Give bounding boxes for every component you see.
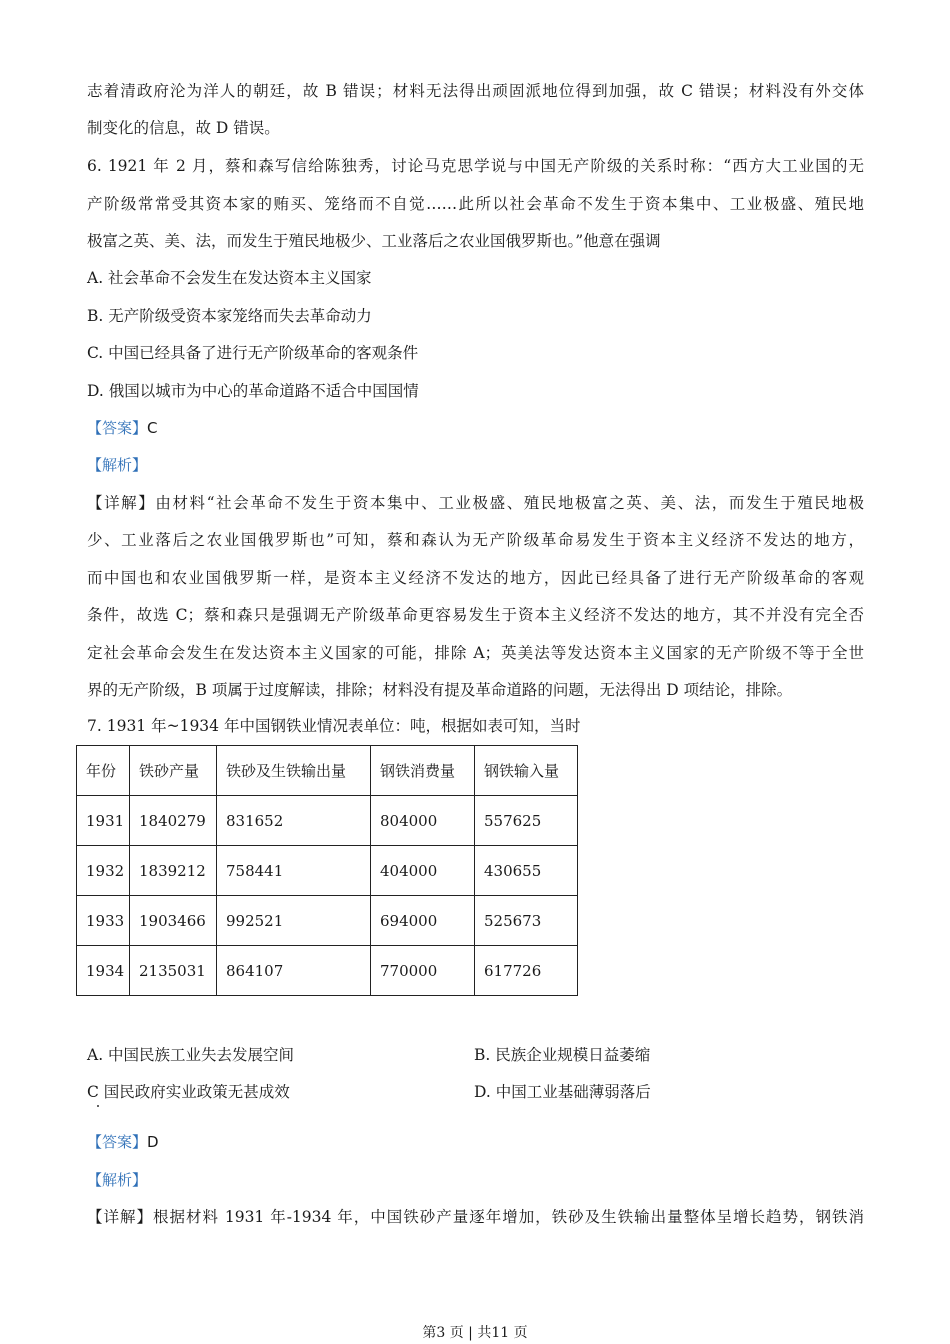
table-header-cell: 钢铁输入量 [475, 746, 578, 796]
question-7-stem: 7. 1931 年~1934 年中国钢铁业情况表单位：吨，根据如表可知，当时 [87, 717, 581, 735]
question-6-detail: 少、工业落后之农业国俄罗斯也”可知，蔡和森认为无产阶级革命易发生于资本主义经济不发达的地方， [87, 531, 864, 549]
question-7-option-c: C 国民政府实业政策无甚成效 [87, 1083, 290, 1101]
table-cell: 404000 [371, 846, 475, 896]
table-row [77, 846, 578, 896]
page-footer: 第3 页 | 共11 页 [422, 1325, 528, 1341]
question-6-option-a: A. 社会革命不会发生在发达资本主义国家 [87, 269, 372, 287]
table-cell: 1839212 [130, 846, 217, 896]
question-6-detail [87, 493, 864, 513]
paragraph-line: 制变化的信息，故 D 错误。 [87, 119, 280, 137]
question-6-stem: 产阶级常常受其资本家的贿买、笼络而不自觉……此所以社会革命不发生于资本集中、工业极盛、殖民地 [87, 195, 864, 213]
answer-value: C [147, 419, 158, 437]
table-cell: 1840279 [130, 796, 217, 846]
question-6-detail: 界的无产阶级，B 项属于过度解读，排除；材料没有提及革命道路的问题，无法得出 D 项结论，排除。 [87, 681, 793, 699]
question-7-answer [87, 1132, 864, 1152]
steel-industry-table [76, 745, 578, 996]
table-row [77, 946, 578, 996]
detail-text: 根据材料 1931 年-1934 年，中国铁砂产量逐年增加，铁砂及生铁输出量整体呈增长趋势，钢铁消 [152, 1208, 864, 1226]
question-7-analysis-tag [87, 1170, 864, 1190]
answer-value: D [147, 1133, 159, 1151]
detail-tag: 【详解】 [87, 494, 156, 512]
question-7-option-a: A. 中国民族工业失去发展空间 [87, 1046, 295, 1064]
question-6-stem: 极富之英、美、法，而发生于殖民地极少、工业落后之农业国俄罗斯也。”他意在强调 [87, 232, 661, 250]
question-6-detail: 条件，故选 C；蔡和森只是强调无产阶级革命更容易发生于资本主义经济不发达的地方，其不并没有完全否 [87, 606, 864, 624]
table-cell: 1931 [77, 796, 130, 846]
table-cell: 864107 [217, 946, 371, 996]
table-cell: 525673 [475, 896, 578, 946]
paragraph-line: 志着清政府沦为洋人的朝廷，故 B 错误；材料无法得出顽固派地位得到加强，故 C 错误；材料没有外交体 [87, 82, 864, 100]
table-cell: 758441 [217, 846, 371, 896]
analysis-tag: 【解析】 [87, 456, 148, 474]
table-header-cell: 铁砂及生铁输出量 [217, 746, 371, 796]
answer-tag: 【答案】 [87, 419, 148, 437]
table-cell: 1933 [77, 896, 130, 946]
table-cell: 804000 [371, 796, 475, 846]
answer-tag: 【答案】 [87, 1133, 148, 1151]
table-header-cell: 钢铁消费量 [371, 746, 475, 796]
question-7-detail [87, 1207, 864, 1227]
table-cell: 1932 [77, 846, 130, 896]
question-6-option-c: C. 中国已经具备了进行无产阶级革命的客观条件 [87, 344, 419, 362]
question-6-detail: 定社会革命会发生在发达资本主义国家的可能，排除 A；英美法等发达资本主义国家的无产阶级不等于全世 [87, 644, 864, 662]
table-header-cell: 铁砂产量 [130, 746, 217, 796]
detail-text: 由材料“社会革命不发生于资本集中、工业极盛、殖民地极富之英、美、法，而发生于殖民地极 [155, 494, 864, 512]
table-cell: 2135031 [130, 946, 217, 996]
question-7-option-b: B. 民族企业规模日益萎缩 [474, 1046, 651, 1064]
question-7-option-d: D. 中国工业基础薄弱落后 [474, 1083, 651, 1101]
table-cell: 1903466 [130, 896, 217, 946]
table-cell: 831652 [217, 796, 371, 846]
table-cell: 557625 [475, 796, 578, 846]
table-header-cell: 年份 [77, 746, 130, 796]
table-cell: 770000 [371, 946, 475, 996]
table-cell: 1934 [77, 946, 130, 996]
table-cell: 617726 [475, 946, 578, 996]
detail-tag: 【详解】 [87, 1208, 153, 1226]
question-6-analysis-tag [87, 455, 864, 475]
stray-dot [97, 1105, 99, 1107]
question-6-detail: 而中国也和农业国俄罗斯一样，是资本主义经济不发达的地方，因此已经具备了进行无产阶级革命的客观 [87, 569, 864, 587]
question-6-option-d: D. 俄国以城市为中心的革命道路不适合中国国情 [87, 382, 419, 400]
table-cell: 992521 [217, 896, 371, 946]
table-cell: 694000 [371, 896, 475, 946]
table-row [77, 796, 578, 846]
table-cell: 430655 [475, 846, 578, 896]
analysis-tag: 【解析】 [87, 1171, 148, 1189]
table-header-row [77, 746, 578, 796]
question-6-answer [87, 418, 864, 438]
question-6-option-b: B. 无产阶级受资本家笼络而失去革命动力 [87, 307, 372, 325]
question-6-stem: 6. 1921 年 2 月，蔡和森写信给陈独秀，讨论马克思学说与中国无产阶级的关系时称：“西方大工业国的无 [87, 157, 864, 175]
table-row [77, 896, 578, 946]
